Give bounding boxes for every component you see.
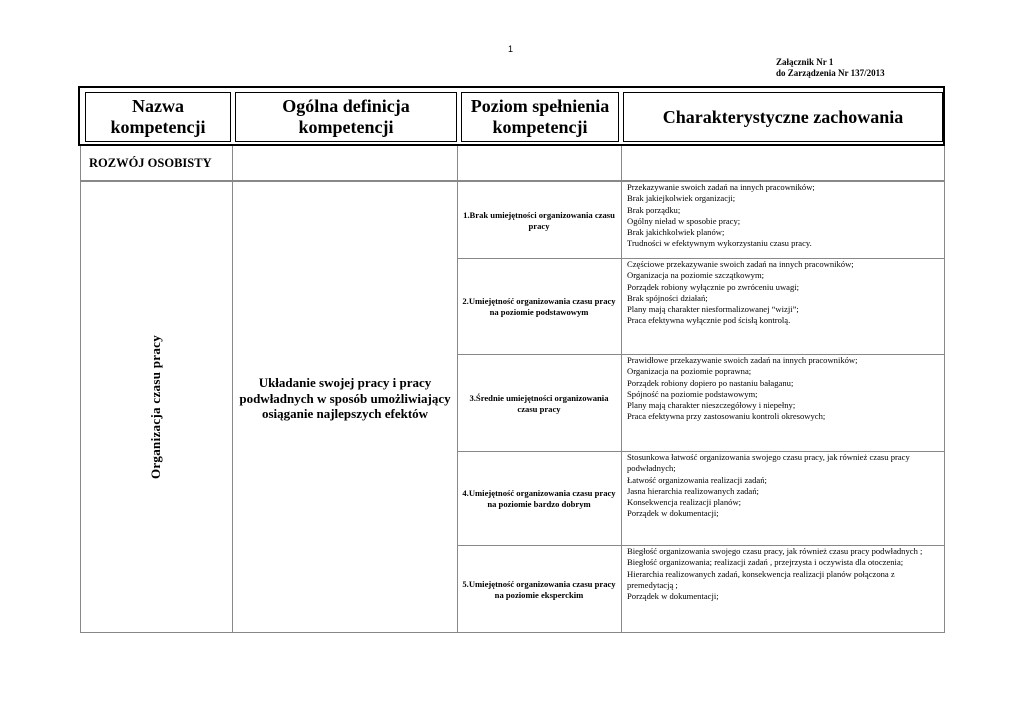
header-competency-name: Nazwa kompetencji [85, 92, 231, 142]
behavior-item: Biegłość organizowania; realizacji zadań , przejrzysta i oczywista dla otoczenia; [627, 557, 904, 568]
behavior-item: Jasna hierarchia realizowanych zadań; [627, 485, 759, 496]
page-number: 1 [508, 44, 514, 54]
behavior-item: Spójność na poziomie podstawowym; [627, 388, 758, 399]
level-label: 1.Brak umiejętności organizowania czasu pracy [463, 209, 615, 231]
grid-line [944, 146, 945, 633]
behavior-item: Stosunkowa łatwość organizowania swojego czasu pracy, jak również czasu pracy podwładnych; [627, 452, 910, 474]
behavior-item: Prawidłowe przekazywanie swoich zadań na innych pracowników; [627, 355, 858, 365]
competency-name: Organizacja czasu pracy [148, 334, 163, 480]
behavior-item: Porządek robiony wyłącznie po zwróceniu uwagi; [627, 281, 800, 292]
level-5 [460, 547, 618, 632]
behavior-item: Organizacja na poziomie szczątkowym; [627, 270, 765, 281]
behaviors-level-5 [627, 546, 939, 602]
level-label: 4.Umiejętność organizowania czasu pracy na poziomie bardzo dobrym [462, 488, 616, 509]
behaviors-level-4 [627, 452, 939, 520]
behavior-item: Porządek w dokumentacji; [627, 591, 719, 602]
level-label: 2.Umiejętność organizowania czasu pracy na poziomie podstawowym [462, 296, 616, 317]
table-header [78, 86, 945, 146]
level-3 [460, 356, 618, 451]
behavior-item: Konsekwencja realizacji planów; [627, 497, 742, 508]
grid-line [621, 146, 622, 633]
behaviors-level-2 [627, 259, 939, 327]
level-4 [460, 453, 618, 545]
behavior-item: Porządek w dokumentacji; [627, 508, 719, 519]
behavior-item: Biegłość organizowania swojego czasu pracy, jak również czasu pracy podwładnych ; [627, 546, 923, 556]
behavior-item: Przekazywanie swoich zadań na innych pracowników; [627, 182, 815, 192]
level-label: 3.Średnie umiejętności organizowania czasu pracy [469, 392, 609, 414]
header-general-definition: Ogólna definicja kompetencji [235, 92, 457, 142]
behavior-item: Brak jakiejkolwiek organizacji; [627, 193, 736, 204]
behavior-item: Łatwość organizowania realizacji zadań; [627, 474, 767, 485]
behavior-item: Porządek robiony dopiero po nastaniu bałaganu; [627, 377, 794, 388]
behavior-item: Ogólny nieład w sposobie pracy; [627, 215, 741, 226]
annex-line-2: do Zarządzenia Nr 137/2013 [776, 68, 885, 78]
grid-line [232, 146, 233, 633]
behavior-item: Organizacja na poziomie poprawna; [627, 366, 752, 377]
annex-note [776, 57, 885, 79]
behavior-item: Praca efektywna przy zastosowaniu kontroli okresowych; [627, 411, 826, 422]
behaviors-level-3 [627, 355, 939, 423]
behavior-item: Brak spójności działań; [627, 292, 708, 303]
behaviors-level-1 [627, 182, 939, 250]
behavior-item: Trudności w efektywnym wykorzystaniu czasu pracy. [627, 238, 812, 249]
behavior-item: Brak jakichkolwiek planów; [627, 227, 725, 238]
behavior-item: Plany mają charakter niesformalizowanej “wizji”; [627, 304, 799, 315]
grid-line [80, 632, 945, 633]
behavior-item: Praca efektywna wyłącznie pod ścisłą kontrolą. [627, 315, 791, 326]
header-level: Poziom spełnienia kompetencji [461, 92, 619, 142]
grid-line [457, 146, 458, 633]
behavior-item: Hierarchia realizowanych zadań, konsekwencja realizacji planów połączona z premedytacją ; [627, 568, 895, 590]
behavior-item: Brak porządku; [627, 204, 681, 215]
competency-cell [81, 182, 232, 632]
header-behaviors: Charakterystyczne zachowania [623, 92, 943, 142]
competency-definition: Układanie swojej pracy i pracy podwładnych w sposób umożliwiający osiąganie najlepszych efektów [239, 375, 451, 421]
annex-line-1: Załącznik Nr 1 [776, 57, 834, 67]
level-2 [460, 260, 618, 354]
section-title: ROZWÓJ OSOBISTY [89, 156, 212, 170]
level-label: 5.Umiejętność organizowania czasu pracy na poziomie eksperckim [462, 578, 616, 600]
behavior-item: Plany mają charakter nieszczegółowy i niepełny; [627, 400, 796, 411]
level-1 [460, 183, 618, 258]
behavior-item: Częściowe przekazywanie swoich zadań na innych pracowników; [627, 259, 854, 269]
